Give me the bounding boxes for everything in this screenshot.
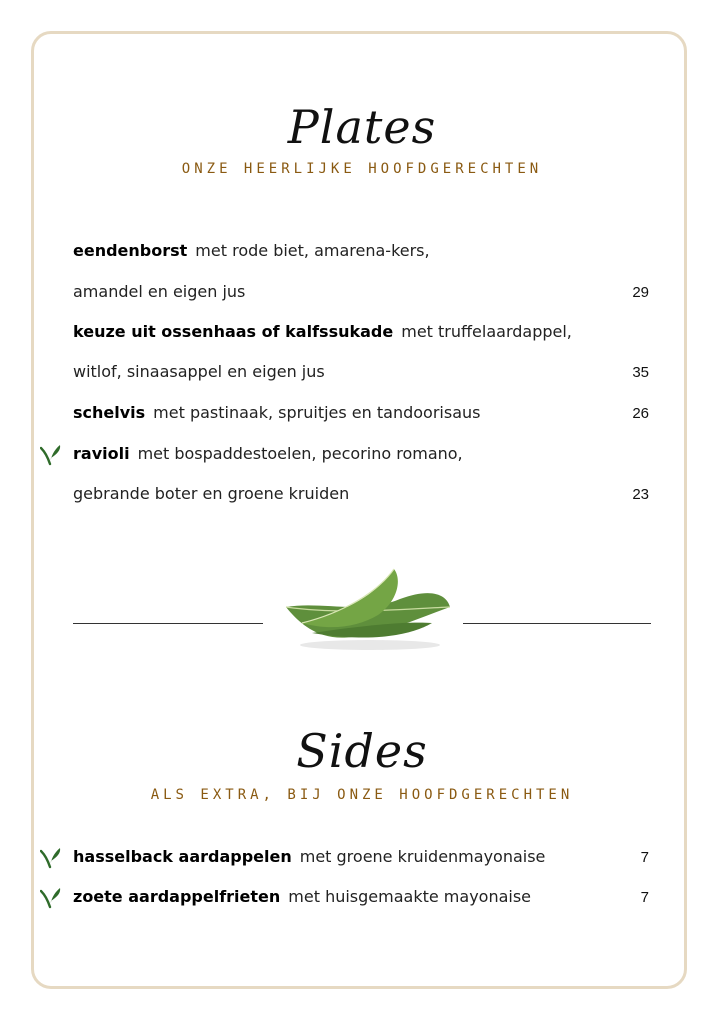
divider-right — [463, 623, 651, 624]
dish-name: schelvis — [73, 403, 146, 422]
menu-item-name-line — [73, 322, 633, 341]
dish-description: met bospaddestoelen, pecorino romano, — [137, 444, 463, 463]
menu-item-name-line — [73, 403, 633, 422]
dish-price: 7 — [640, 849, 649, 866]
plates-title: Plates — [287, 100, 437, 154]
dish-name: zoete aardappelfrieten — [73, 887, 281, 906]
dish-description: met truffelaardappel, — [401, 322, 572, 341]
dish-price: 29 — [632, 284, 649, 301]
dish-description: met rode biet, amarena-kers, — [195, 241, 430, 260]
leaf-sprout-icon — [40, 885, 62, 909]
menu-item-desc-line: witlof, sinaasappel en eigen jus — [73, 362, 325, 381]
dish-description: met pastinaak, spruitjes en tandoorisaus — [153, 403, 481, 422]
menu-item-name-line — [73, 444, 633, 463]
sides-subtitle: ALS EXTRA, BIJ ONZE HOOFDGERECHTEN — [150, 787, 574, 803]
dish-name: eendenborst — [73, 241, 188, 260]
dish-description: met huisgemaakte mayonaise — [288, 887, 532, 906]
dish-price: 23 — [632, 486, 649, 503]
dish-price: 26 — [632, 405, 649, 422]
divider-left — [73, 623, 263, 624]
menu-item-desc-line: gebrande boter en groene kruiden — [73, 484, 350, 503]
menu-item-name-line — [73, 847, 633, 866]
sides-title: Sides — [296, 724, 428, 778]
dish-name: keuze uit ossenhaas of kalfssukade — [73, 322, 394, 341]
bay-leaves-icon — [282, 565, 454, 651]
menu-item-name-line — [73, 887, 633, 906]
dish-description: met groene kruidenmayonaise — [299, 847, 546, 866]
dish-name: hasselback aardappelen — [73, 847, 292, 866]
menu-item-name-line — [73, 241, 633, 260]
leaf-sprout-icon — [40, 442, 62, 466]
dish-price: 35 — [632, 364, 649, 381]
leaf-sprout-icon — [40, 845, 62, 869]
plates-subtitle: ONZE HEERLIJKE HOOFDGERECHTEN — [181, 161, 543, 177]
menu-item-desc-line: amandel en eigen jus — [73, 282, 246, 301]
dish-price: 7 — [640, 889, 649, 906]
dish-name: ravioli — [73, 444, 130, 463]
